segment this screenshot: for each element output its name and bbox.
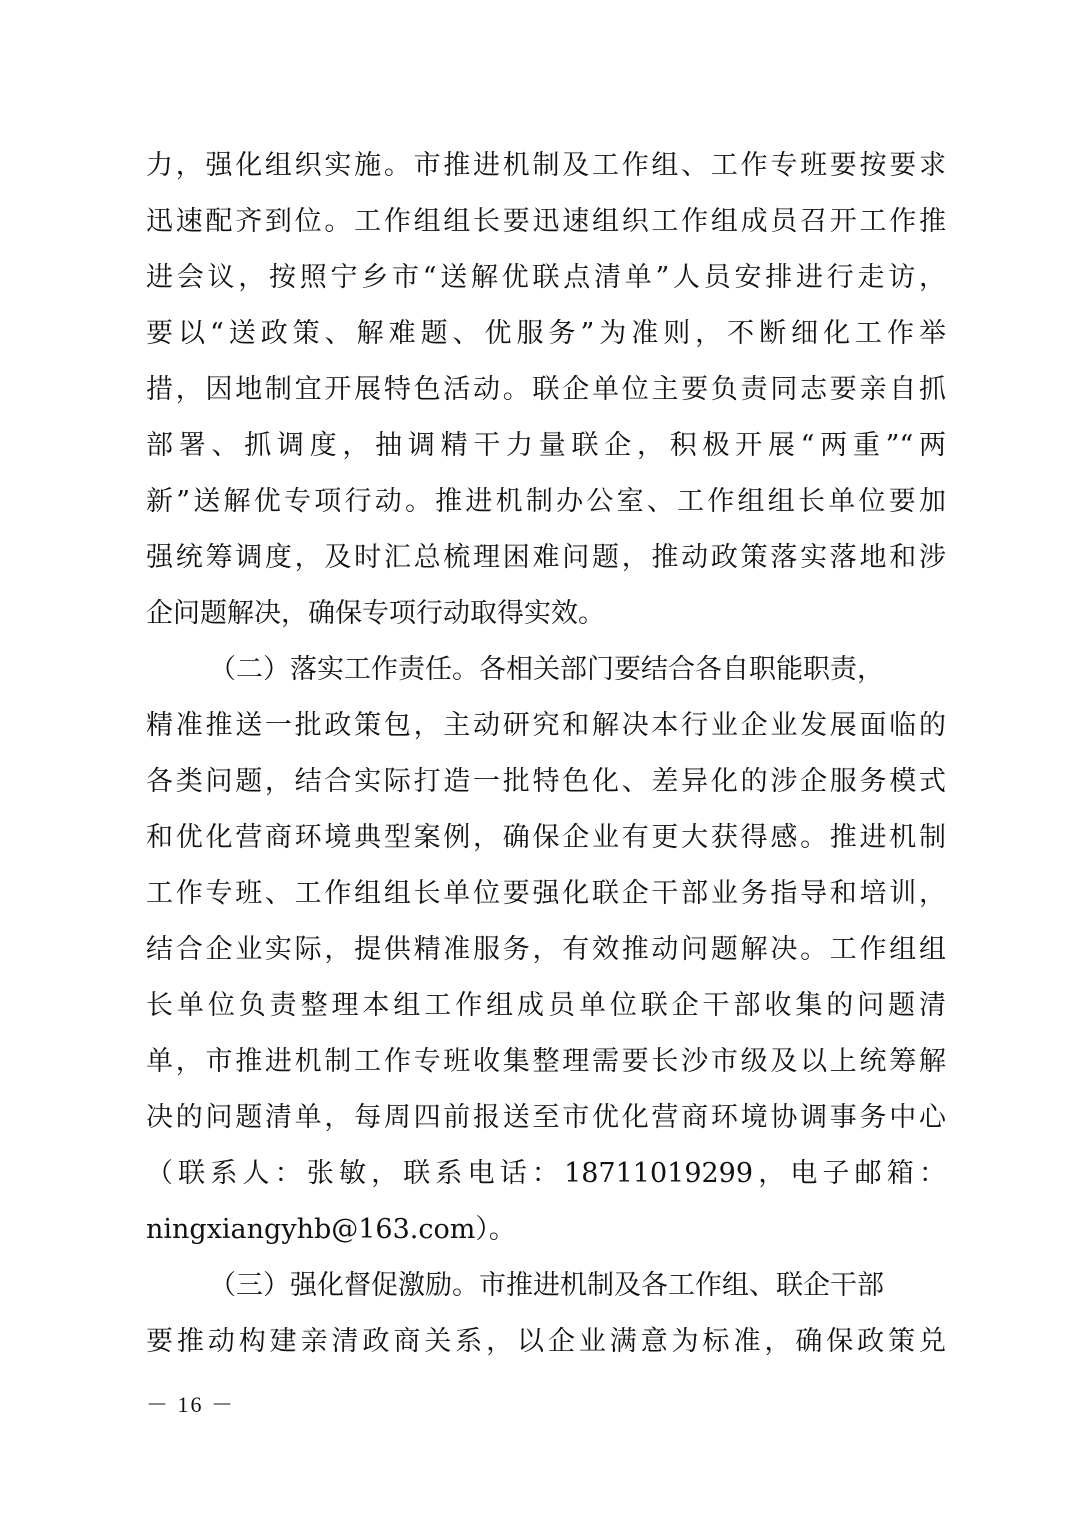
- paragraph-1-line-4: 要以“送政策、解难题、优服务”为准则，不断细化工作举: [146, 318, 946, 349]
- paragraph-1-line-2: 迅速配齐到位。工作组组长要迅速组织工作组成员召开工作推: [146, 206, 946, 237]
- paragraph-3-line-1: [209, 1264, 946, 1308]
- paragraph-1-line-6: 部署、抓调度，抽调精干力量联企，积极开展“两重”“两: [146, 430, 946, 461]
- paragraph-2-text: 各相关部门要结合各自职能职责，: [479, 654, 884, 685]
- paragraph-2-line-4: 和优化营商环境典型案例，确保企业有更大获得感。推进机制: [146, 822, 946, 853]
- paragraph-2-line-9: 决的问题清单，每周四前报送至市优化营商环境协调事务中心: [146, 1102, 946, 1133]
- paragraph-2-line-3: 各类问题，结合实际打造一批特色化、差异化的涉企服务模式: [146, 766, 946, 797]
- paragraph-3-line-2: 要推动构建亲清政商关系，以企业满意为标准，确保政策兑: [146, 1326, 946, 1357]
- paragraph-1-line-1: 力，强化组织实施。市推进机制及工作组、工作专班要按要求: [146, 150, 946, 181]
- paragraph-2-line-7: 长单位负责整理本组工作组成员单位联企干部收集的问题清: [146, 990, 946, 1021]
- paragraph-1-line-3: 进会议，按照宁乡市“送解优联点清单”人员安排进行走访，: [146, 262, 946, 293]
- paragraph-1-line-8: 强统筹调度，及时汇总梳理困难问题，推动政策落实落地和涉: [146, 542, 946, 573]
- paragraph-1-line-5: 措，因地制宜开展特色活动。联企单位主要负责同志要亲自抓: [146, 374, 946, 405]
- section-2-heading: （二）落实工作责任。: [209, 654, 479, 685]
- paragraph-2-line-5: 工作专班、工作组组长单位要强化联企干部业务指导和培训，: [146, 878, 946, 909]
- paragraph-3-text: 市推进机制及各工作组、联企干部: [479, 1270, 884, 1301]
- section-3-heading: （三）强化督促激励。: [209, 1270, 479, 1301]
- paragraph-2-line-10: （联系人：张敏，联系电话：18711019299，电子邮箱：: [146, 1158, 946, 1189]
- paragraph-2-line-8: 单，市推进机制工作专班收集整理需要长沙市级及以上统筹解: [146, 1046, 946, 1077]
- paragraph-2-line-1: [209, 648, 946, 692]
- paragraph-2-line-2: 精准推送一批政策包，主动研究和解决本行业企业发展面临的: [146, 710, 946, 741]
- paragraph-1-line-9: 企问题解决，确保专项行动取得实效。: [146, 598, 605, 629]
- paragraph-1-line-7: 新”送解优专项行动。推进机制办公室、工作组组长单位要加: [146, 486, 946, 517]
- paragraph-2-line-6: 结合企业实际，提供精准服务，有效推动问题解决。工作组组: [146, 934, 946, 965]
- page-number: － 16 －: [146, 1392, 236, 1417]
- paragraph-2-line-11: ningxiangyhb@163.com）。: [146, 1214, 516, 1245]
